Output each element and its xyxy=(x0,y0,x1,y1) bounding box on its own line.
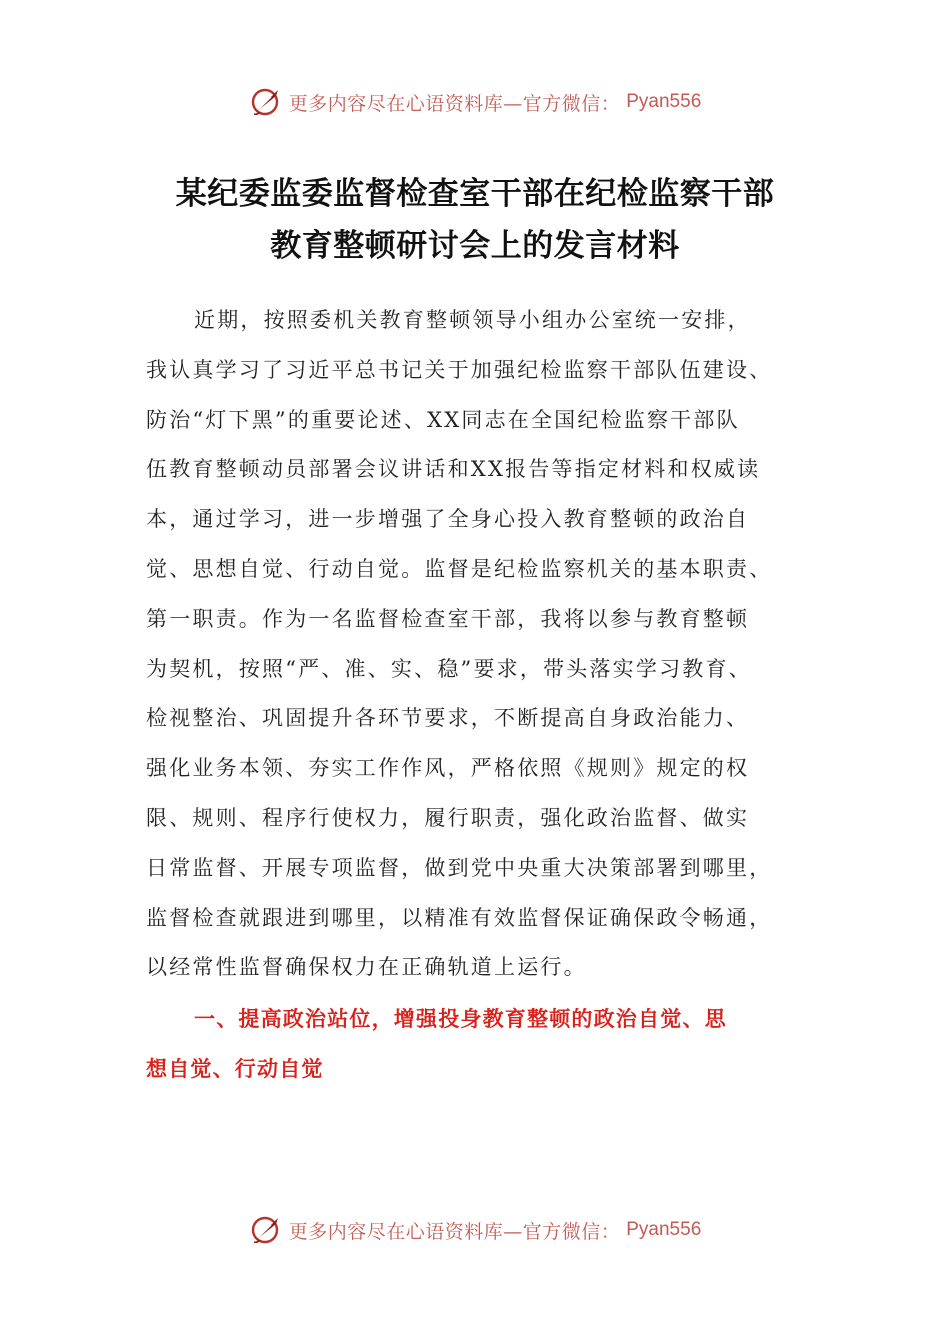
body-line: 近期，按照委机关教育整顿领导小组办公室统一安排， xyxy=(194,308,751,332)
footer-banner xyxy=(0,1210,950,1250)
banner-text: 更多内容尽在心语资料库—官方微信： xyxy=(288,1220,621,1243)
body-paragraph xyxy=(146,296,806,993)
title-line: 教育整顿研讨会上的发言材料 xyxy=(270,228,680,264)
banner-text: 更多内容尽在心语资料库—官方微信： xyxy=(288,92,621,115)
document-title xyxy=(120,168,830,272)
body-line: 监督检查就跟进到哪里，以精准有效监督保证确保政令畅通， xyxy=(146,905,773,930)
section-heading xyxy=(146,994,806,1094)
body-line: 强化业务本领、夯实工作作风，严格依照《规则》规定的权 xyxy=(146,756,750,781)
body-line: 本，通过学习，进一步增强了全身心投入教育整顿的政治自 xyxy=(146,507,750,532)
quill-pen-icon xyxy=(249,85,283,119)
body-line: 伍教育整顿动员部署会议讲话和XX报告等指定材料和权威读 xyxy=(146,457,761,482)
body-line: 觉、思想自觉、行动自觉。监督是纪检监察机关的基本职责、 xyxy=(146,556,773,581)
quill-pen-icon xyxy=(249,1213,283,1247)
body-line: 为契机，按照“严、准、实、稳”要求，带头落实学习教育、 xyxy=(146,656,752,681)
body-line: 检视整治、巩固提升各环节要求，不断提高自身政治能力、 xyxy=(146,706,750,731)
body-line: 第一职责。作为一名监督检查室干部，我将以参与教育整顿 xyxy=(146,606,750,631)
heading-line: 一、提高政治站位，增强投身教育整顿的政治自觉、思 xyxy=(194,1007,727,1031)
title-line: 某纪委监委监督检查室干部在纪检监察干部 xyxy=(175,176,775,212)
body-line: 防治“灯下黑”的重要论述、XX同志在全国纪检监察干部队 xyxy=(146,407,740,432)
heading-line: 想自觉、行动自觉 xyxy=(146,1057,324,1081)
body-line: 限、规则、程序行使权力，履行职责，强化政治监督、做实 xyxy=(146,805,750,830)
header-banner xyxy=(0,82,950,122)
body-line: 日常监督、开展专项监督，做到党中央重大决策部署到哪里， xyxy=(146,855,773,880)
body-line: 以经常性监督确保权力在正确轨道上运行。 xyxy=(146,955,587,980)
banner-handle: Pyan556 xyxy=(626,91,702,112)
body-line: 我认真学习了习近平总书记关于加强纪检监察干部队伍建设、 xyxy=(146,357,773,382)
banner-handle: Pyan556 xyxy=(626,1219,702,1240)
